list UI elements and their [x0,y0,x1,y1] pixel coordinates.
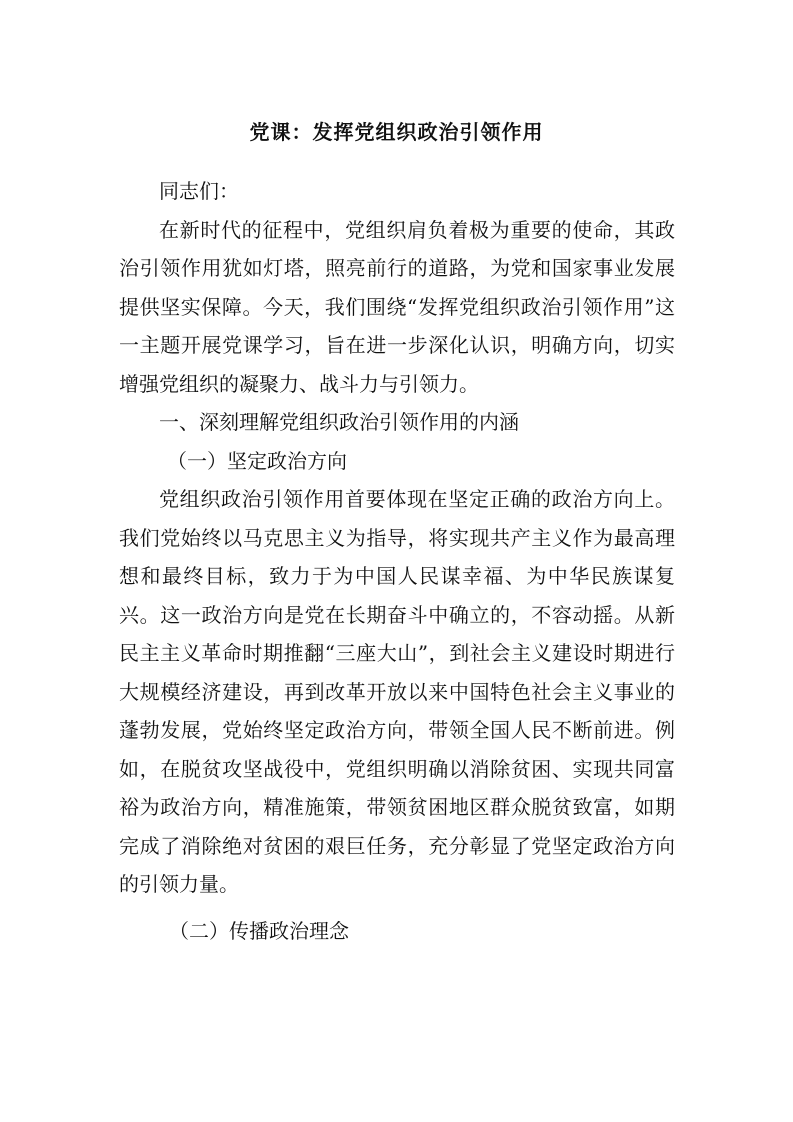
salutation: 同志们： [159,179,239,203]
document-body [119,172,675,950]
intro-paragraph: 在新时代的征程中，党组织肩负着极为重要的使命，其政治引领作用犹如灯塔，照亮前行的道路，为党和国家事业发展提供坚实保障。今天，我们围绕“发挥党组织政治引领作用”这一主题开展党课学习，旨在进一步深化认识，明确方向，切实增强党组织的凝聚力、战斗力与引领力。 [119,217,675,396]
section-1-heading: 一、深刻理解党组织政治引领作用的内涵 [159,410,519,434]
subsection-1-heading: （一）坚定政治方向 [167,448,347,473]
subsection-2-heading: （二）传播政治理念 [169,918,349,943]
subsection-1-paragraph: 党组织政治引领作用首要体现在坚定正确的政治方向上。我们党始终以马克思主义为指导，将实现共产主义作为最高理想和最终目标，致力于为中国人民谋幸福、为中华民族谋复兴。这一政治方向是党在长期奋斗中确立的，不容动摇。从新民主主义革命时期推翻“三座大山”，到社会主义建设时期进行大规模经济建设，再到改革开放以来中国特色社会主义事业的蓬勃发展，党始终坚定政治方向，带领全国人民不断前进。例如，在脱贫攻坚战役中，党组织明确以消除贫困、实现共同富裕为政治方向，精准施策，带领贫困地区群众脱贫致富，如期完成了消除绝对贫困的艰巨任务，充分彰显了党坚定政治方向的引领力量。 [119,487,675,896]
document-title: 党课：发挥党组织政治引领作用 [249,120,544,144]
